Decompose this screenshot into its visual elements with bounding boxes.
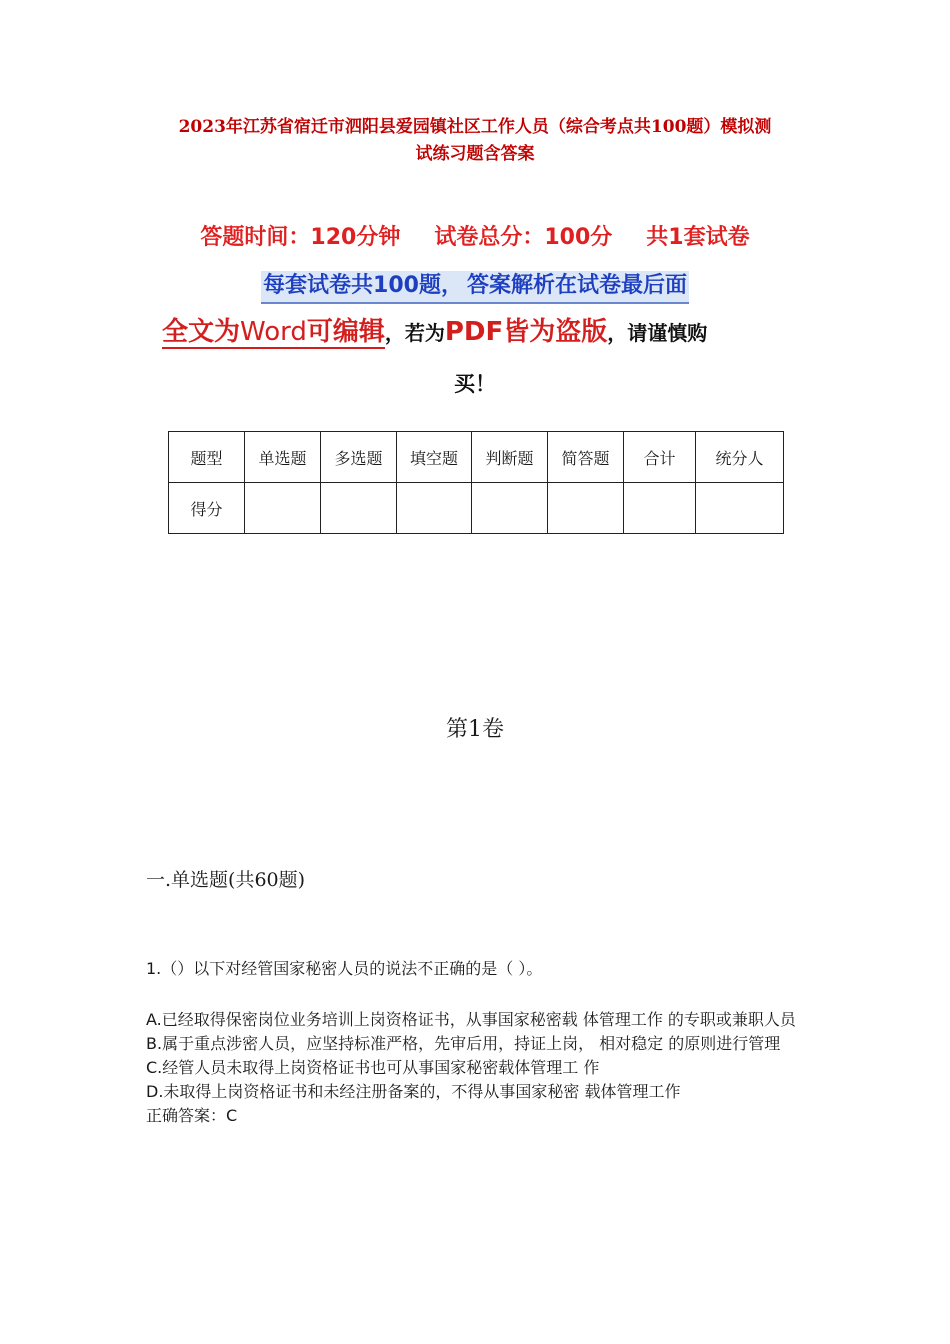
score-cell (624, 483, 696, 534)
title-line-1: 2023年江苏省宿迁市泗阳县爱园镇社区工作人员（综合考点共100题）模拟测 (178, 117, 772, 137)
header-cell-fill: 填空题 (397, 432, 472, 483)
header-cell-single: 单选题 (245, 432, 321, 483)
option-b: B.属于重点涉密人员，应坚持标准严格，先审后用，持证上岗， 相对稳定 的原则进行管理 (146, 1034, 781, 1053)
title-line-2: 试练习题含答案 (415, 144, 535, 164)
option-c: C.经管人员未取得上岗资格证书也可从事国家秘密载体管理工 作 (146, 1058, 600, 1077)
question-options (146, 1008, 811, 1128)
header-cell-judge: 判断题 (472, 432, 548, 483)
exam-time: 答题时间：120分钟 (200, 225, 401, 250)
warning-part-1: 全文为 (162, 317, 241, 347)
notice-question-count: 每套试卷共100题， (261, 271, 465, 304)
exam-set-count: 共1套试卷 (646, 225, 750, 250)
score-table-header-row (169, 432, 784, 483)
score-cell (397, 483, 472, 534)
option-d: D.未取得上岗资格证书和未经注册备案的，不得从事国家秘密 载体管理工作 (146, 1082, 681, 1101)
score-row-label: 得分 (169, 483, 245, 534)
score-cell (245, 483, 321, 534)
score-cell (321, 483, 397, 534)
header-cell-short: 简答题 (548, 432, 624, 483)
volume-title: 第1卷 (446, 717, 504, 742)
score-cell (696, 483, 784, 534)
warning-editable: 可编辑 (306, 317, 385, 347)
option-a: A.已经取得保密岗位业务培训上岗资格证书，从事国家秘密载 体管理工作 的专职或兼职人员 (146, 1010, 796, 1029)
warning-careful: ，请谨慎购 (607, 321, 708, 345)
piracy-warning (162, 312, 802, 355)
notice-line (0, 268, 950, 299)
header-cell-total: 合计 (624, 432, 696, 483)
header-cell-scorer: 统分人 (696, 432, 784, 483)
section-title: 一.单选题(共60题) (146, 869, 306, 891)
header-cell-multi: 多选题 (321, 432, 397, 483)
warning-word: Word (240, 317, 307, 347)
warning-line-2: 买！ (454, 372, 496, 396)
exam-total-score: 试卷总分：100分 (434, 225, 613, 250)
question-stem: 1.（）以下对经管国家秘密人员的说法不正确的是（ ）。 (146, 959, 543, 978)
score-table (168, 431, 784, 534)
notice-answer-location: 答案解析在试卷最后面 (465, 271, 689, 304)
correct-answer: 正确答案：C (146, 1106, 238, 1125)
score-cell (472, 483, 548, 534)
warning-if: ，若为 (384, 321, 445, 345)
document-title (120, 114, 830, 168)
warning-pdf-pirated: PDF皆为盗版 (444, 317, 608, 347)
header-cell-type: 题型 (169, 432, 245, 483)
score-cell (548, 483, 624, 534)
score-table-score-row (169, 483, 784, 534)
exam-info (0, 220, 950, 251)
